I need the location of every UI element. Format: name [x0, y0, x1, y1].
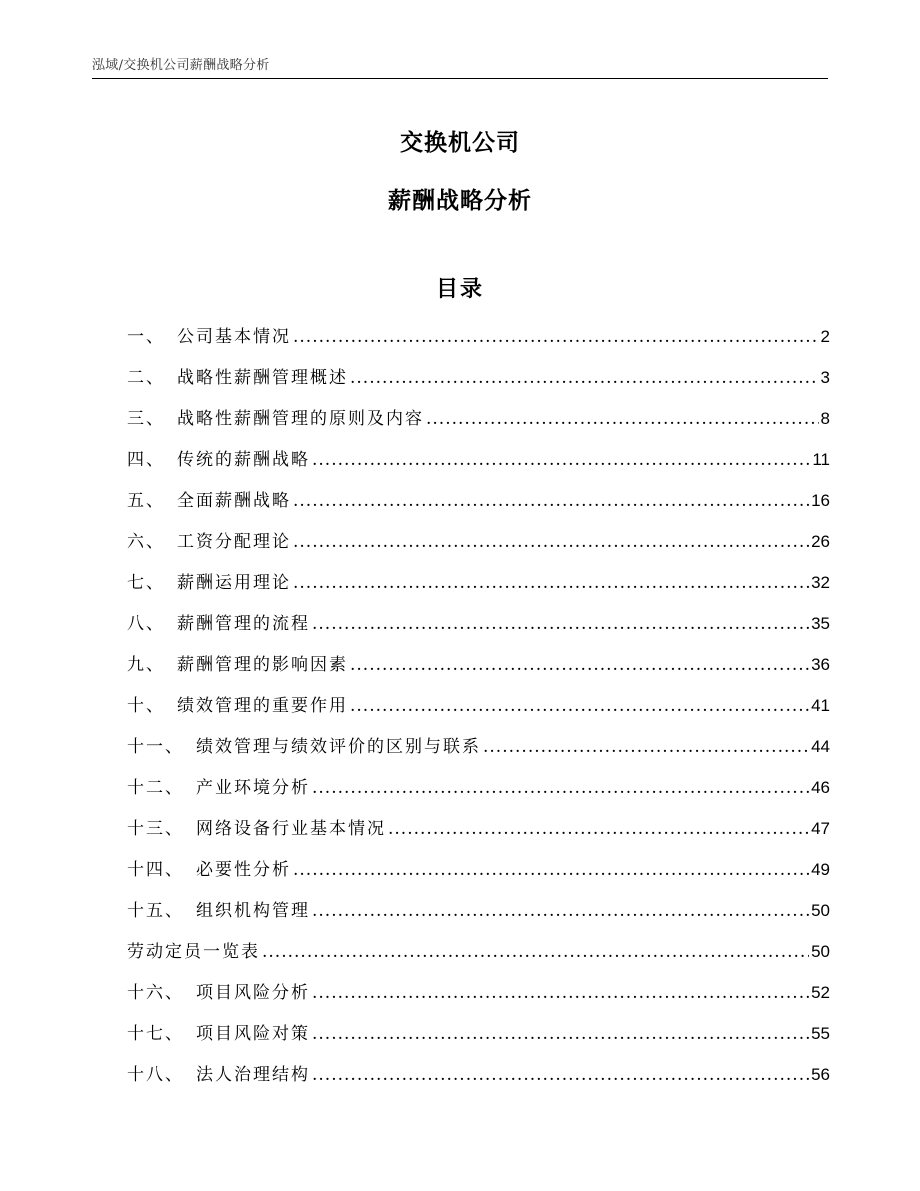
toc-entry-number: 十六、: [127, 983, 184, 1003]
toc-entry[interactable]: [127, 363, 830, 404]
toc-dot-leader: [293, 568, 809, 598]
toc-entry-page: 26: [811, 532, 830, 551]
toc-entry-number: 十五、: [127, 901, 184, 921]
toc-entry-label: 绩效管理与绩效评价的区别与联系: [196, 737, 481, 757]
table-of-contents: [127, 322, 830, 1101]
toc-entry-page: 35: [811, 614, 830, 633]
toc-entry-number: 五、: [127, 491, 165, 511]
toc-entry-label: 组织机构管理: [196, 901, 310, 921]
toc-entry[interactable]: [127, 978, 830, 1019]
toc-entry[interactable]: [127, 527, 830, 568]
toc-heading: 目录: [435, 277, 484, 302]
toc-entry-number: 四、: [127, 450, 165, 470]
document-title: 交换机公司: [400, 130, 520, 156]
toc-entry-label: 网络设备行业基本情况: [196, 819, 386, 839]
toc-entry-page: 55: [811, 1024, 830, 1043]
toc-entry-number: 十、: [127, 696, 165, 716]
toc-entry-number: 十二、: [127, 778, 184, 798]
toc-dot-leader: [293, 322, 819, 352]
running-header: 泓域/交换机公司薪酬战略分析: [92, 58, 270, 73]
toc-entry[interactable]: [127, 732, 830, 773]
toc-entry-number: 十四、: [127, 860, 184, 880]
toc-entry[interactable]: [127, 404, 830, 445]
toc-entry[interactable]: [127, 650, 830, 691]
toc-entry-page: 11: [812, 450, 830, 469]
toc-entry-number: 十七、: [127, 1024, 184, 1044]
toc-entry[interactable]: [127, 1019, 830, 1060]
toc-dot-leader: [350, 650, 809, 680]
toc-entry-label: 产业环境分析: [196, 778, 310, 798]
toc-entry-label: 薪酬运用理论: [177, 573, 291, 593]
toc-dot-leader: [293, 527, 809, 557]
toc-entry-label: 项目风险对策: [196, 1024, 310, 1044]
toc-dot-leader: [312, 1060, 809, 1090]
toc-entry-page: 49: [811, 860, 830, 879]
toc-entry[interactable]: [127, 814, 830, 855]
toc-entry-number: 十一、: [127, 737, 184, 757]
toc-dot-leader: [312, 978, 809, 1008]
toc-dot-leader: [426, 404, 819, 434]
toc-entry-label: 全面薪酬战略: [177, 491, 291, 511]
toc-entry[interactable]: [127, 445, 830, 486]
toc-dot-leader: [388, 814, 809, 844]
toc-entry[interactable]: [127, 1060, 830, 1101]
toc-entry[interactable]: [127, 691, 830, 732]
header-divider: [92, 78, 828, 79]
toc-entry-label: 公司基本情况: [177, 327, 291, 347]
toc-entry-page: 2: [820, 327, 830, 346]
toc-dot-leader: [293, 486, 809, 516]
toc-entry-page: 56: [811, 1065, 830, 1084]
toc-entry-number: 十三、: [127, 819, 184, 839]
toc-dot-leader: [350, 691, 809, 721]
toc-entry[interactable]: [127, 773, 830, 814]
toc-entry-page: 50: [811, 942, 830, 961]
toc-entry-number: 十八、: [127, 1065, 184, 1085]
toc-entry-number: 七、: [127, 573, 165, 593]
toc-entry-number: 二、: [127, 368, 165, 388]
toc-entry-number: 六、: [127, 532, 165, 552]
toc-entry-label: 薪酬管理的影响因素: [177, 655, 348, 675]
toc-entry-number: 三、: [127, 409, 165, 429]
toc-entry-page: 41: [811, 696, 830, 715]
toc-entry-label: 战略性薪酬管理概述: [177, 368, 348, 388]
toc-entry-page: 36: [811, 655, 830, 674]
toc-entry-label: 薪酬管理的流程: [177, 614, 310, 634]
toc-entry-label: 法人治理结构: [196, 1065, 310, 1085]
toc-entry-label: 绩效管理的重要作用: [177, 696, 348, 716]
toc-entry-page: 52: [811, 983, 830, 1002]
toc-entry-page: 46: [811, 778, 830, 797]
toc-dot-leader: [312, 1019, 809, 1049]
toc-entry[interactable]: [127, 486, 830, 527]
toc-dot-leader: [483, 732, 809, 762]
toc-entry-page: 44: [811, 737, 830, 756]
toc-entry-label: 项目风险分析: [196, 983, 310, 1003]
toc-dot-leader: [262, 937, 809, 967]
toc-entry-page: 32: [811, 573, 830, 592]
toc-entry-label: 传统的薪酬战略: [177, 450, 310, 470]
toc-entry-page: 3: [820, 368, 830, 387]
toc-dot-leader: [293, 855, 809, 885]
toc-entry[interactable]: [127, 568, 830, 609]
toc-entry-number: 九、: [127, 655, 165, 675]
toc-entry-number: 八、: [127, 614, 165, 634]
toc-dot-leader: [350, 363, 819, 393]
toc-dot-leader: [312, 896, 809, 926]
toc-dot-leader: [312, 773, 809, 803]
toc-entry-page: 47: [811, 819, 830, 838]
toc-entry-page: 8: [820, 409, 830, 428]
toc-entry-label: 劳动定员一览表: [127, 942, 260, 962]
toc-entry-label: 工资分配理论: [177, 532, 291, 552]
toc-entry[interactable]: [127, 609, 830, 650]
toc-entry-page: 16: [811, 491, 830, 510]
toc-entry[interactable]: [127, 896, 830, 937]
toc-entry[interactable]: [127, 937, 830, 978]
toc-entry[interactable]: [127, 855, 830, 896]
toc-entry-page: 50: [811, 901, 830, 920]
document-subtitle: 薪酬战略分析: [388, 188, 532, 214]
toc-dot-leader: [312, 609, 809, 639]
toc-entry-label: 必要性分析: [196, 860, 291, 880]
toc-entry[interactable]: [127, 322, 830, 363]
toc-entry-label: 战略性薪酬管理的原则及内容: [177, 409, 424, 429]
toc-dot-leader: [312, 445, 810, 475]
toc-entry-number: 一、: [127, 327, 165, 347]
